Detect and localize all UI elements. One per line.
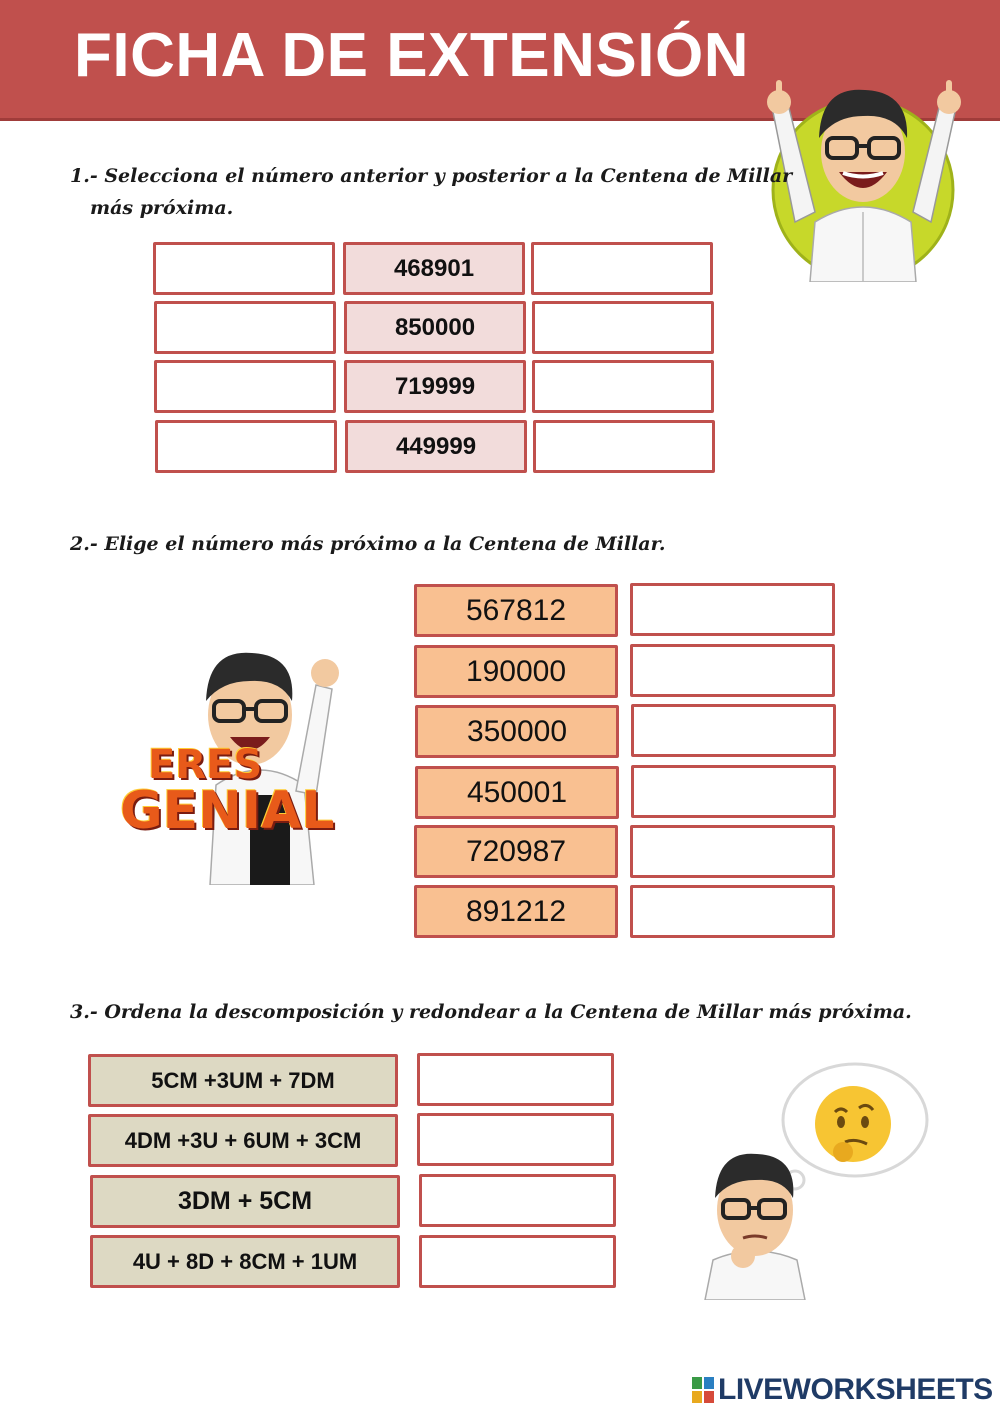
answer-input[interactable] (630, 583, 835, 636)
next-number-input[interactable] (533, 420, 715, 473)
section2-instruction: 2.- Elige el número más próximo a la Centena de Millar. (70, 533, 666, 555)
decomposition-cell: 5CM +3UM + 7DM (88, 1054, 398, 1107)
number-cell: 449999 (345, 420, 527, 473)
answer-input[interactable] (630, 885, 835, 938)
number-cell: 567812 (414, 584, 618, 637)
badge-line1: ERES (148, 742, 263, 788)
footer-brand (692, 1372, 993, 1408)
number-cell: 450001 (415, 766, 619, 819)
previous-number-input[interactable] (154, 301, 336, 354)
number-cell: 850000 (344, 301, 526, 354)
number-cell: 190000 (414, 645, 618, 698)
badge-line2: GENIAL (120, 781, 335, 841)
answer-input[interactable] (630, 644, 835, 697)
next-number-input[interactable] (531, 242, 713, 295)
answer-input[interactable] (631, 765, 836, 818)
section1-instruction-line1: 1.- Selecciona el número anterior y posterior a la Centena de Millar (70, 165, 793, 187)
eres-genial-avatar (120, 645, 350, 885)
liveworksheets-logo-icon (692, 1377, 714, 1403)
decomposition-cell: 4U + 8D + 8CM + 1UM (90, 1235, 400, 1288)
number-cell: 719999 (344, 360, 526, 413)
number-cell: 468901 (343, 242, 525, 295)
next-number-input[interactable] (532, 360, 714, 413)
previous-number-input[interactable] (155, 420, 337, 473)
decomposition-cell: 3DM + 5CM (90, 1175, 400, 1228)
number-cell: 720987 (414, 825, 618, 878)
answer-input[interactable] (631, 704, 836, 757)
brand-name: LIVEWORKSHEETS (718, 1373, 993, 1406)
previous-number-input[interactable] (153, 242, 335, 295)
number-cell: 350000 (415, 705, 619, 758)
thinking-teacher-avatar-icon (695, 1060, 935, 1300)
next-number-input[interactable] (532, 301, 714, 354)
section3-instruction: 3.- Ordena la descomposición y redondear a la Centena de Millar más próxima. (70, 1001, 912, 1023)
answer-input[interactable] (630, 825, 835, 878)
previous-number-input[interactable] (154, 360, 336, 413)
section1-instruction (70, 160, 792, 224)
number-cell: 891212 (414, 885, 618, 938)
page-title: FICHA DE EXTENSIÓN (74, 21, 749, 90)
answer-input[interactable] (419, 1174, 616, 1227)
decomposition-cell: 4DM +3U + 6UM + 3CM (88, 1114, 398, 1167)
answer-input[interactable] (419, 1235, 616, 1288)
section1-instruction-line2: más próxima. (90, 197, 234, 219)
answer-input[interactable] (417, 1053, 614, 1106)
eres-genial-badge (120, 742, 335, 841)
answer-input[interactable] (417, 1113, 614, 1166)
